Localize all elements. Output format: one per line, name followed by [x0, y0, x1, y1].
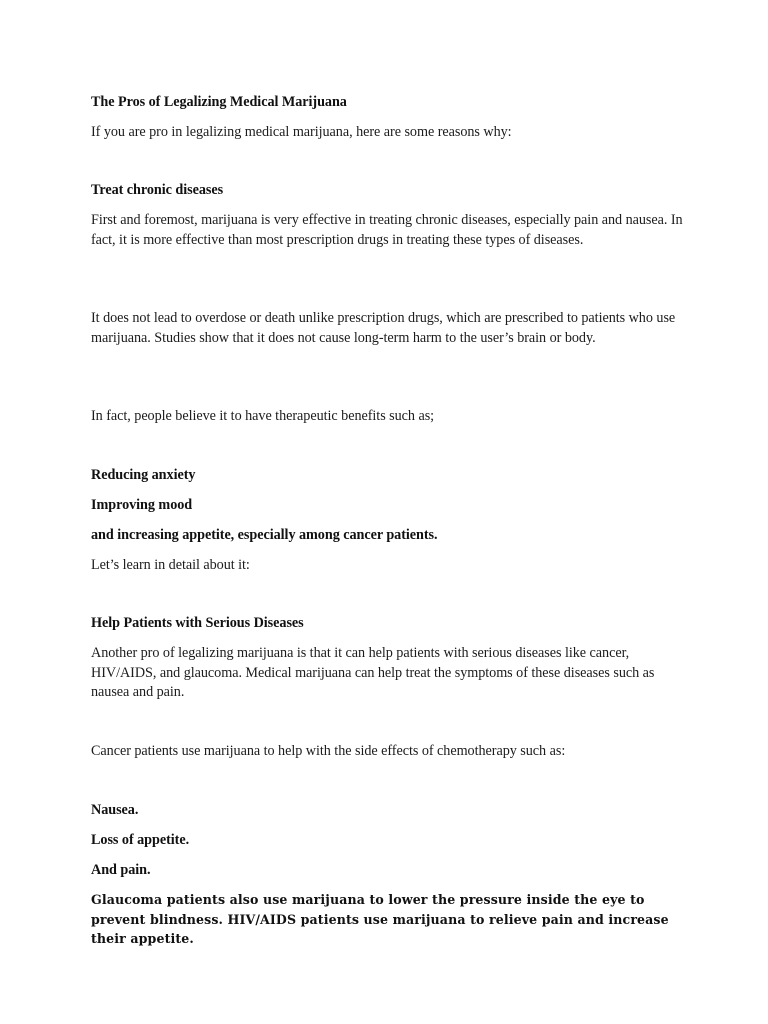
paragraph-overdose: It does not lead to overdose or death unlike prescription drugs, which are prescribed to patients who use marijuana. Studies show that it does not cause long-term harm to the user’s brain or body. [91, 310, 676, 346]
paragraph-cancer-patients: Cancer patients use marijuana to help with the side effects of chemotherapy such as: [91, 743, 566, 759]
document-title: The Pros of Legalizing Medical Marijuana [91, 94, 347, 110]
effect-nausea: Nausea. [91, 802, 139, 818]
heading-help-serious-diseases: Help Patients with Serious Diseases [91, 615, 304, 631]
effect-pain: And pain. [91, 862, 151, 878]
paragraph-effective: First and foremost, marijuana is very effective in treating chronic diseases, especially pain and nausea. In fact, it is more effective than most prescription drugs in treating these types of diseases. [91, 212, 683, 248]
effect-loss-of-appetite: Loss of appetite. [91, 832, 190, 848]
paragraph-learn-detail: Let’s learn in detail about it: [91, 557, 250, 573]
benefit-improving-mood: Improving mood [91, 497, 193, 513]
benefit-increasing-appetite: and increasing appetite, especially among cancer patients. [91, 527, 438, 543]
benefit-reducing-anxiety: Reducing anxiety [91, 467, 196, 483]
paragraph-glaucoma: Glaucoma patients also use marijuana to lower the pressure inside the eye to prevent blindness. HIV/AIDS patients use marijuana to relieve pain and increase their appetite. [91, 892, 669, 946]
paragraph-another-pro: Another pro of legalizing marijuana is that it can help patients with serious diseases like cancer, HIV/AIDS, and glaucoma. Medical marijuana can help treat the symptoms of these diseases such as nausea and pain. [91, 645, 655, 700]
intro-paragraph: If you are pro in legalizing medical marijuana, here are some reasons why: [91, 124, 512, 140]
heading-treat-chronic-diseases: Treat chronic diseases [91, 182, 224, 198]
paragraph-therapeutic-benefits: In fact, people believe it to have therapeutic benefits such as; [91, 408, 435, 424]
